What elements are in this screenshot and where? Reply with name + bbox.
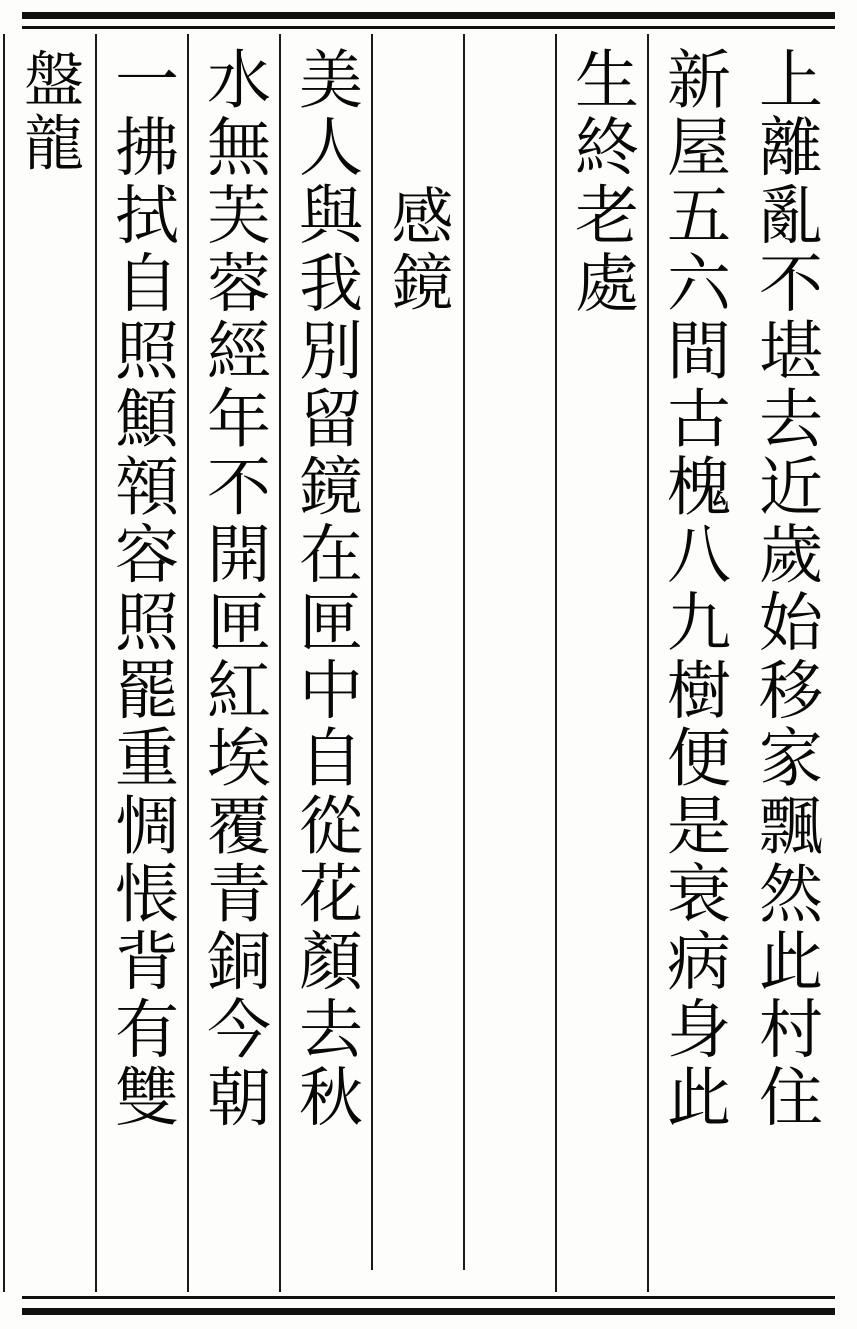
verse-line: 新屋五六間古槐八九樹便是衰病身此 — [656, 46, 730, 1132]
text-column-9-title — [3, 34, 95, 1292]
text-column-6 — [279, 34, 371, 1292]
verse-line: 水無芙蓉經年不開匣紅埃覆青銅今朝 — [196, 46, 270, 1132]
text-column-3 — [555, 34, 647, 1292]
verse-line: 生終老處 — [564, 46, 638, 318]
verse-line: 美人與我別留鏡在匣中自從花顏去秋 — [288, 46, 362, 1132]
text-column-2 — [647, 34, 739, 1292]
frame-bottom-outer-rule — [22, 1308, 835, 1315]
text-block — [14, 34, 831, 1292]
text-column-10-heading — [0, 34, 3, 1292]
poem-title: 盤龍 — [14, 48, 84, 176]
verse-line: 上離亂不堪去近歲始移家飄然此村住 — [748, 46, 822, 1132]
frame-top-outer-rule — [22, 12, 835, 19]
text-column-4-blank — [463, 34, 555, 1292]
text-column-7 — [187, 34, 279, 1292]
text-column-5-title — [371, 34, 463, 1292]
text-column-8 — [95, 34, 187, 1292]
text-column-1 — [739, 34, 831, 1292]
frame-top-inner-rule — [22, 26, 835, 29]
poem-title: 感鏡 — [381, 184, 454, 316]
verse-line: 一拂拭自照顦顇容照罷重惆悵背有雙 — [104, 46, 178, 1132]
frame-bottom-inner-rule — [22, 1296, 835, 1299]
